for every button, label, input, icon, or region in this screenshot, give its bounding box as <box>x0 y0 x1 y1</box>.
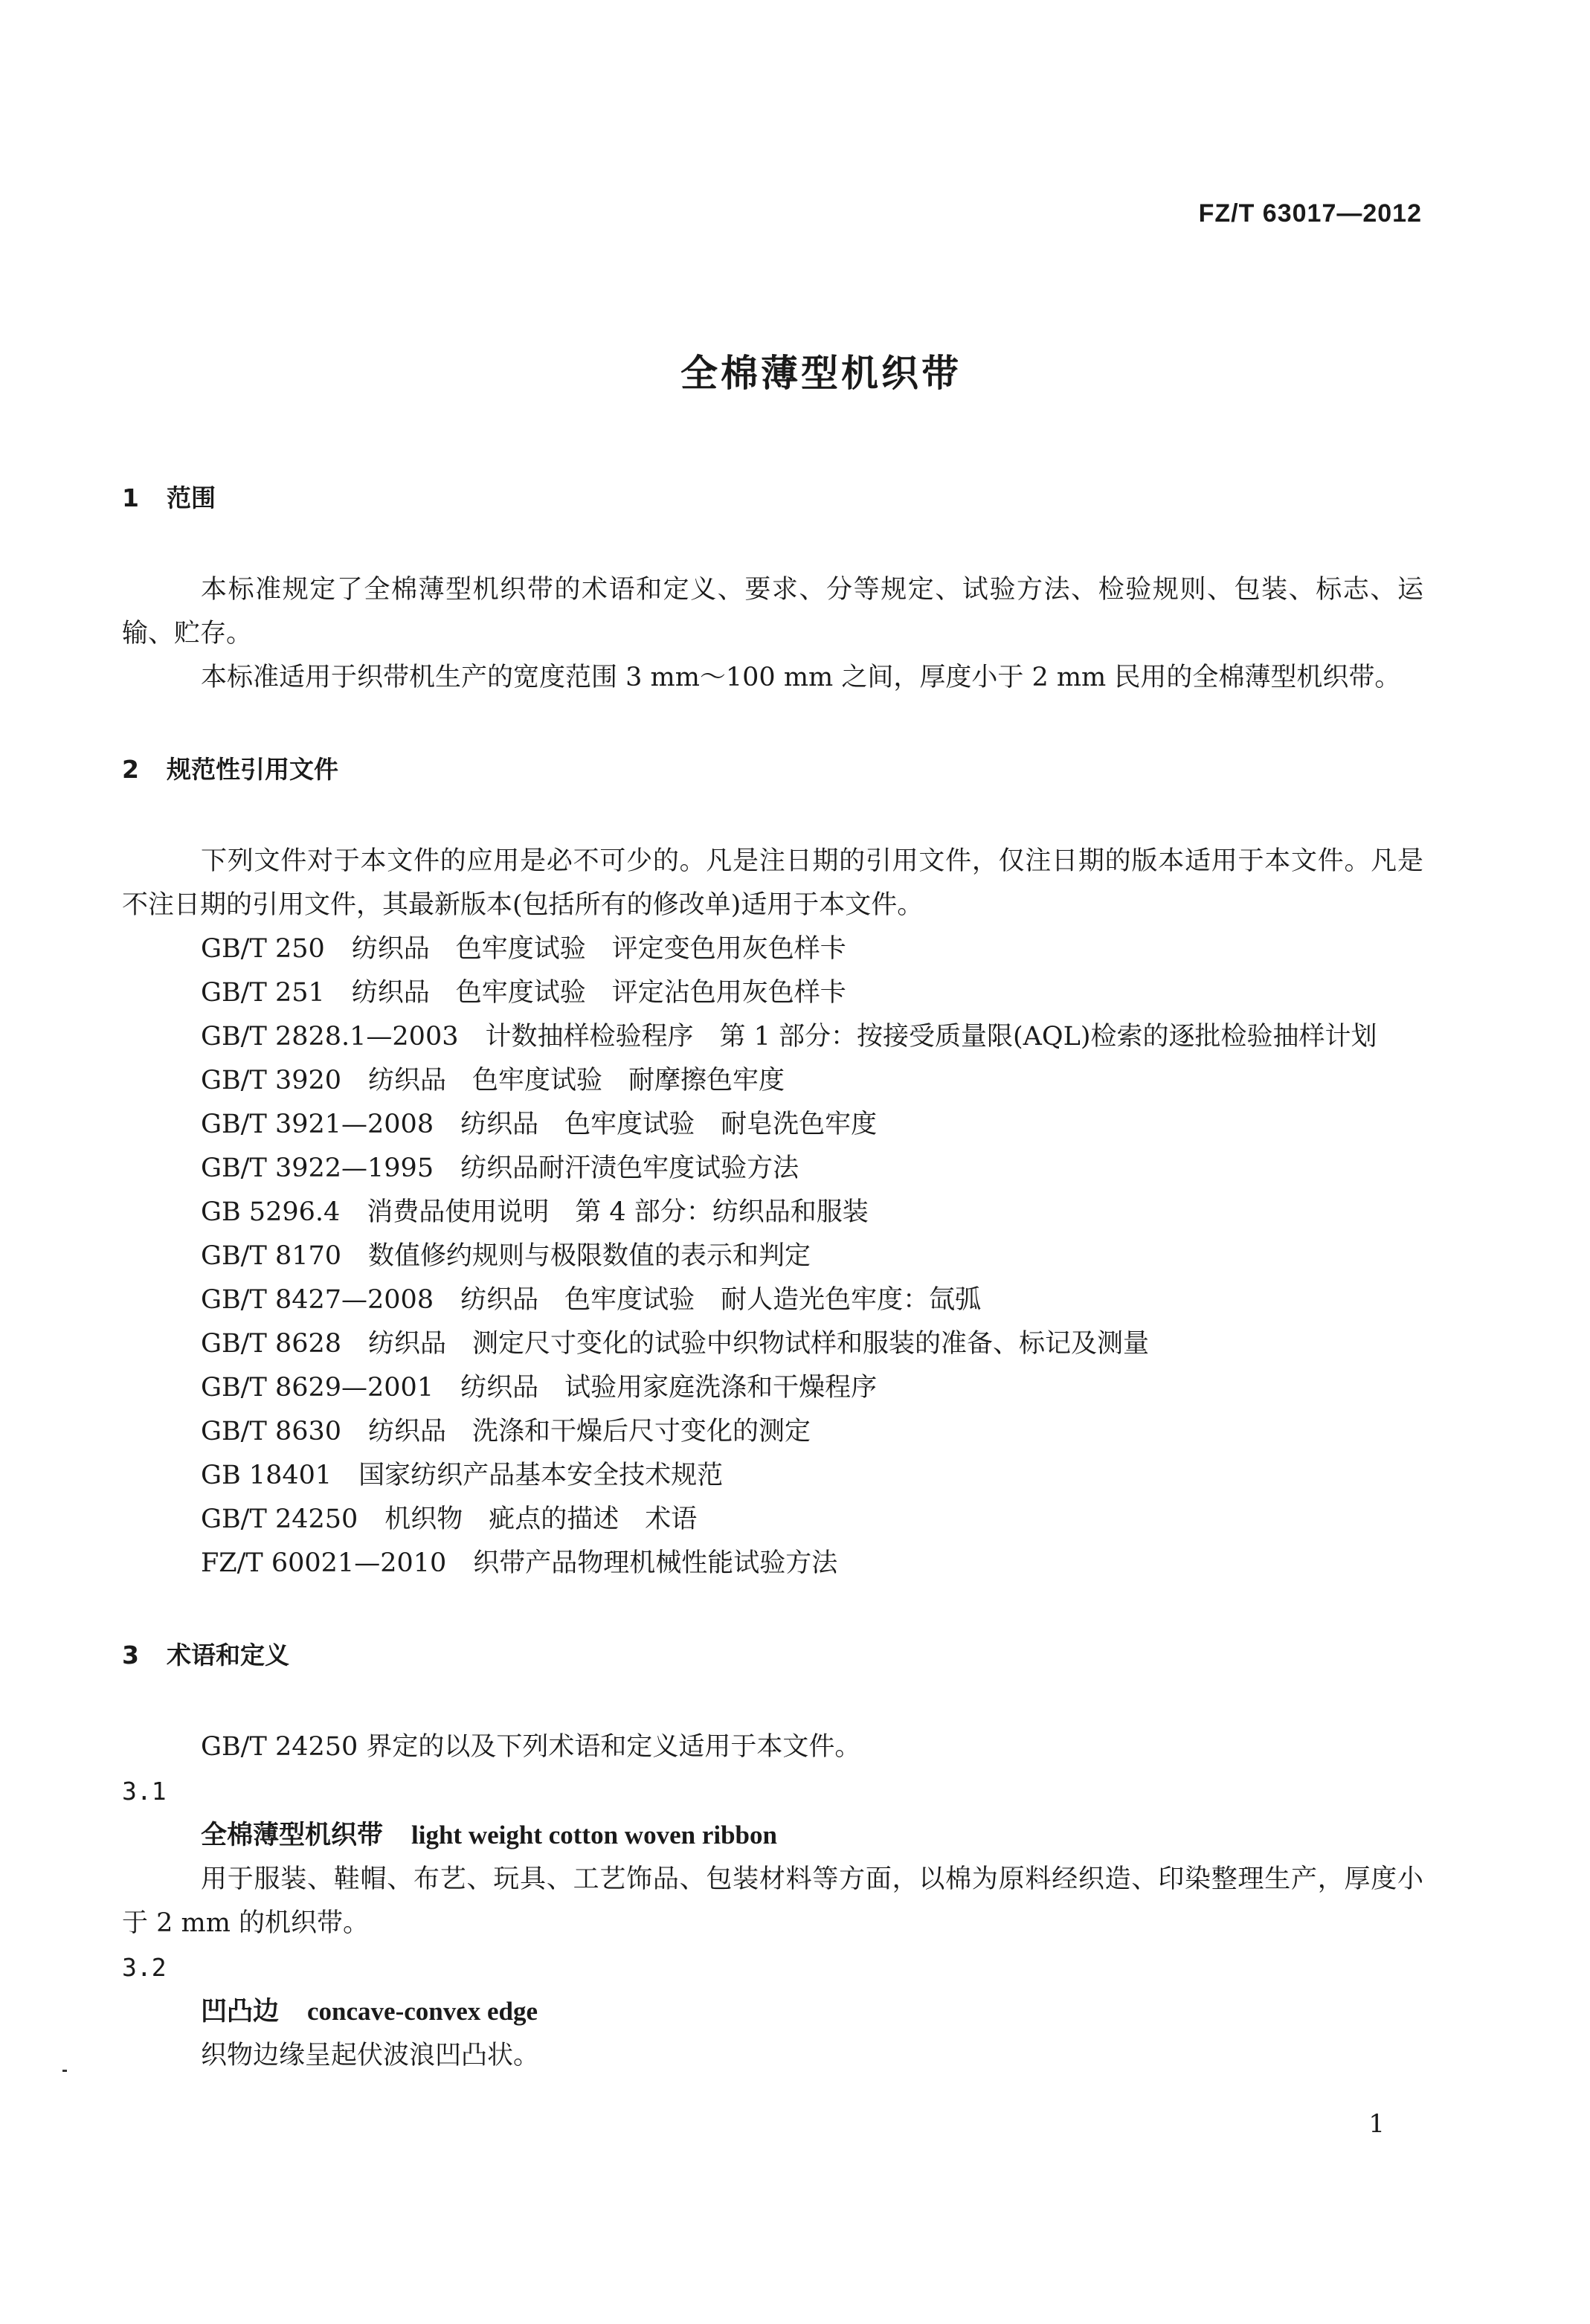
scope-paragraph-2: 本标准适用于织带机生产的宽度范围 3 mm～100 mm 之间，厚度小于 2 mm 民用的全棉薄型机织带。 <box>201 663 1401 692</box>
reference-item <box>122 927 1423 971</box>
clause-number: 3.2 <box>122 1953 167 1982</box>
scan-speck <box>62 2070 67 2072</box>
term-chinese: 凹凸边 <box>201 1997 280 2027</box>
reference-code: GB/T 8628 <box>201 1329 342 1359</box>
reference-code: GB/T 8629—2001 <box>201 1373 434 1403</box>
reference-item <box>122 1059 1423 1103</box>
reference-item <box>122 1366 1423 1410</box>
section-heading-normative-references <box>122 747 1423 792</box>
reference-item <box>122 1542 1423 1586</box>
reference-code: GB/T 3922—1995 <box>201 1153 434 1183</box>
reference-item <box>122 971 1423 1015</box>
section-title: 规范性引用文件 <box>167 755 338 784</box>
reference-code: GB/T 251 <box>201 978 325 1008</box>
reference-title: 纺织品 色牢度试验 耐皂洗色牢度 <box>460 1110 878 1139</box>
reference-item <box>122 1322 1423 1366</box>
reference-title: 纺织品 色牢度试验 评定沾色用灰色样卡 <box>351 978 846 1008</box>
page-number: 1 <box>1368 2109 1385 2139</box>
reference-list <box>122 927 1423 1586</box>
reference-item <box>122 1278 1423 1322</box>
term-definition: 织物边缘呈起伏波浪凹凸状。 <box>201 2041 540 2070</box>
reference-code: GB/T 8427—2008 <box>201 1285 434 1315</box>
reference-title: 纺织品 测定尺寸变化的试验中织物试样和服装的准备、标记及测量 <box>368 1329 1150 1359</box>
reference-title: 计数抽样检验程序 第 1 部分：按接受质量限(AQL)检索的逐批检验抽样计划 <box>485 1022 1377 1052</box>
reference-item <box>122 1147 1423 1191</box>
reference-title: 纺织品 洗涤和干燥后尺寸变化的测定 <box>368 1417 811 1446</box>
reference-title: 数值修约规则与极限数值的表示和判定 <box>368 1241 811 1271</box>
document-title: 全棉薄型机织带 <box>680 352 962 395</box>
scope-paragraph-1: 本标准规定了全棉薄型机织带的术语和定义、要求、分等规定、试验方法、检验规则、包装、标志、运输、贮存。 <box>122 575 1423 648</box>
section-heading-terms-and-definitions <box>122 1633 1423 1678</box>
reference-code: GB 18401 <box>201 1461 332 1490</box>
standard-code: FZ/T 63017—2012 <box>1198 199 1422 228</box>
reference-code: GB 5296.4 <box>201 1197 341 1227</box>
document-body <box>122 476 1423 2078</box>
reference-code: GB/T 3921—2008 <box>201 1110 434 1139</box>
reference-code: GB/T 2828.1—2003 <box>201 1022 459 1052</box>
term-english: light weight cotton woven ribbon <box>411 1821 777 1850</box>
reference-title: 消费品使用说明 第 4 部分：纺织品和服装 <box>367 1197 869 1227</box>
term-definition: 用于服装、鞋帽、布艺、玩具、工艺饰品、包装材料等方面，以棉为原料经织造、印染整理生产，厚度小于 2 mm 的机织带。 <box>122 1864 1423 1938</box>
reference-code: GB/T 8630 <box>201 1417 342 1446</box>
reference-code: GB/T 8170 <box>201 1241 342 1271</box>
reference-title: 织带产品物理机械性能试验方法 <box>473 1548 838 1578</box>
section-number: 1 <box>122 483 139 512</box>
terms-intro: GB/T 24250 界定的以及下列术语和定义适用于本文件。 <box>201 1732 861 1762</box>
reference-title: 国家纺织产品基本安全技术规范 <box>358 1461 724 1490</box>
reference-item <box>122 1015 1423 1059</box>
reference-item <box>122 1454 1423 1498</box>
reference-code: FZ/T 60021—2010 <box>201 1548 447 1578</box>
clause-number: 3.1 <box>122 1777 167 1806</box>
reference-title: 纺织品 色牢度试验 评定变色用灰色样卡 <box>351 934 846 964</box>
reference-item <box>122 1235 1423 1278</box>
reference-code: GB/T 250 <box>201 934 325 964</box>
section-title: 术语和定义 <box>167 1641 289 1670</box>
reference-item <box>122 1410 1423 1454</box>
term-chinese: 全棉薄型机织带 <box>201 1821 384 1850</box>
section-number: 3 <box>122 1641 139 1670</box>
section-number: 2 <box>122 755 139 784</box>
references-intro: 下列文件对于本文件的应用是必不可少的。凡是注日期的引用文件，仅注日期的版本适用于本文件。凡是不注日期的引用文件，其最新版本(包括所有的修改单)适用于本文件。 <box>122 846 1423 920</box>
reference-code: GB/T 3920 <box>201 1066 342 1095</box>
reference-title: 纺织品耐汗渍色牢度试验方法 <box>460 1153 799 1183</box>
reference-title: 纺织品 色牢度试验 耐摩擦色牢度 <box>368 1066 785 1095</box>
section-heading-scope <box>122 476 1423 521</box>
reference-code: GB/T 24250 <box>201 1504 358 1534</box>
reference-title: 纺织品 色牢度试验 耐人造光色牢度：氙弧 <box>460 1285 982 1315</box>
reference-item <box>122 1191 1423 1235</box>
section-title: 范围 <box>167 483 216 512</box>
reference-item <box>122 1498 1423 1542</box>
reference-title: 纺织品 试验用家庭洗涤和干燥程序 <box>460 1373 878 1403</box>
term-heading <box>122 1813 1423 1858</box>
reference-item <box>122 1103 1423 1147</box>
term-english: concave-convex edge <box>307 1997 538 2026</box>
reference-title: 机织物 疵点的描述 术语 <box>384 1504 698 1534</box>
term-heading <box>122 1989 1423 2034</box>
